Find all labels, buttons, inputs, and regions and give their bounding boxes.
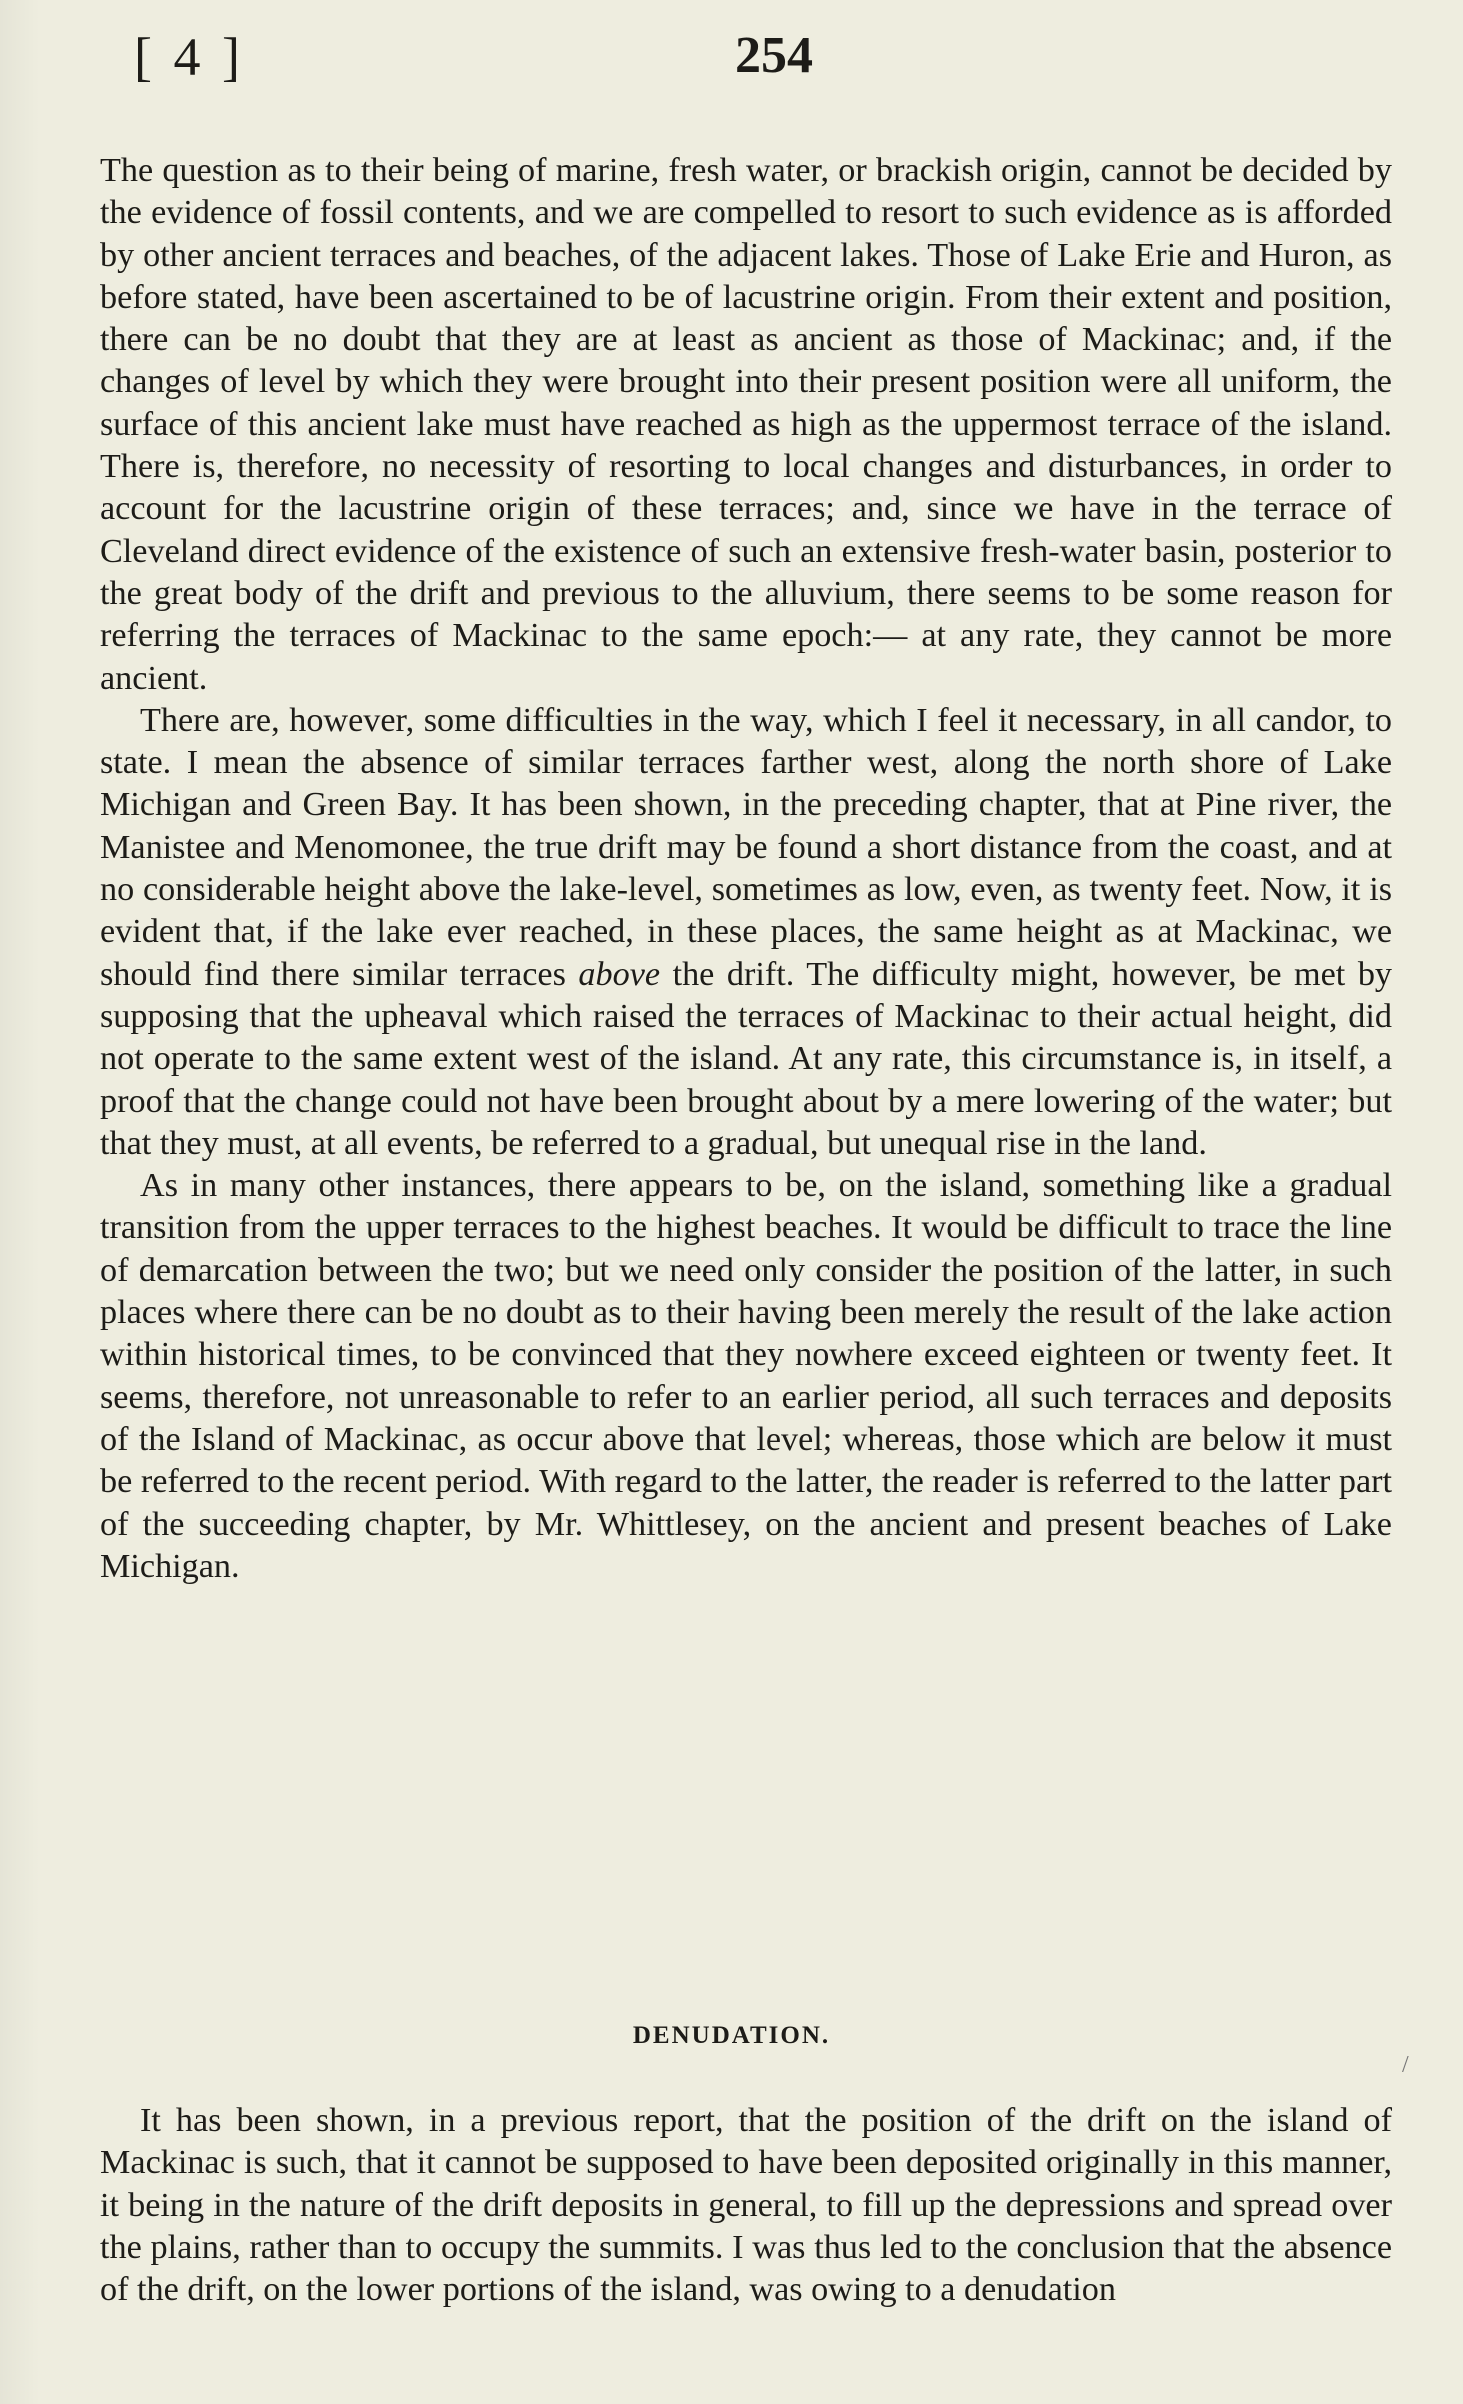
paragraph-difficulties	[100, 700, 1392, 1165]
margin-pencil-mark: /	[1402, 2052, 1409, 2078]
paragraph-difficulties-text-2: the drift. The difficulty might, however, be met by supposing that the upheaval which raised the terraces of Mackinac to their actual height, did not operate to the same extent west of the island. At any rate, this circumstance is, in itself, a proof that the change could not have been brought about by a mere lowering of the water; but that they must, at all events, be referred to a gradual, but unequal rise in the land.	[100, 955, 1393, 1162]
denudation-text-block	[100, 2100, 1392, 2311]
emphasized-word: above	[578, 955, 661, 993]
paragraph-denudation: It has been shown, in a previous report, that the position of the drift on the island of Mackinac is such, that it cannot be supposed to have been deposited originally in this manner, it being in the nature of the drift deposits in general, to fill up the depressions and spread over the plains, rather than to occupy the summits. I was thus led to the conclusion that the absence of the drift, on the lower portions of the island, was owing to a denudation	[100, 2102, 1392, 2309]
section-heading-denudation: DENUDATION.	[632, 2022, 831, 2049]
paragraph-terraces-origin: The question as to their being of marine, fresh water, or brackish origin, cannot be decided by the evidence of fossil contents, and we are compelled to resort to such evidence as is afforded by other ancient terraces and beaches, of the adjacent lakes. Those of Lake Erie and Huron, as before stated, have been ascertained to be of lacustrine origin. From their extent and position, there can be no doubt that they are at least as ancient as those of Mackinac; and, if the changes of level by which they were brought into their present position were all uniform, the surface of this ancient lake must have reached as high as the uppermost terrace of the island. There is, therefore, no necessity of resorting to local changes and disturbances, in order to account for the lacustrine origin of these terraces; and, since we have in the terrace of Cleveland direct evidence of the existence of such an extensive fresh-water basin, posterior to the great body of the drift and previous to the alluvium, there seems to be some reason for referring the terraces of Mackinac to the same epoch:— at any rate, they cannot be more ancient.	[100, 152, 1392, 697]
main-text-block	[100, 150, 1392, 1588]
section-mark: [ 4 ]	[134, 27, 244, 87]
paragraph-transition: As in many other instances, there appears to be, on the island, something like a gradual transition from the upper terraces to the highest beaches. It would be difficult to trace the line of demarcation between the two; but we need only consider the position of the latter, in such places where there can be no doubt as to their having been merely the result of the lake action within historical times, to be convinced that they nowhere exceed eighteen or twenty feet. It seems, therefore, not unreasonable to refer to an earlier period, all such terraces and deposits of the Island of Mackinac, as occur above that level; whereas, those which are below it must be referred to the recent period. With regard to the latter, the reader is referred to the latter part of the succeeding chapter, by Mr. Whittlesey, on the ancient and present beaches of Lake Michigan.	[100, 1167, 1392, 1585]
page-number: 254	[735, 27, 813, 84]
page-header	[0, 22, 1463, 92]
paragraph-difficulties-text-1: There are, however, some difficulties in the way, which I feel it necessary, in all candor, to state. I mean the absence of similar terraces farther west, along the north shore of Lake Michigan and Green Bay. It has been shown, in the preceding chapter, that at Pine river, the Manistee and Menomonee, the true drift may be found a short distance from the coast, and at no considerable height above the lake-level, sometimes as low, even, as twenty feet. Now, it is evident that, if the lake ever reached, in these places, the same height as at Mackinac, we should find there similar terraces	[100, 701, 1392, 993]
